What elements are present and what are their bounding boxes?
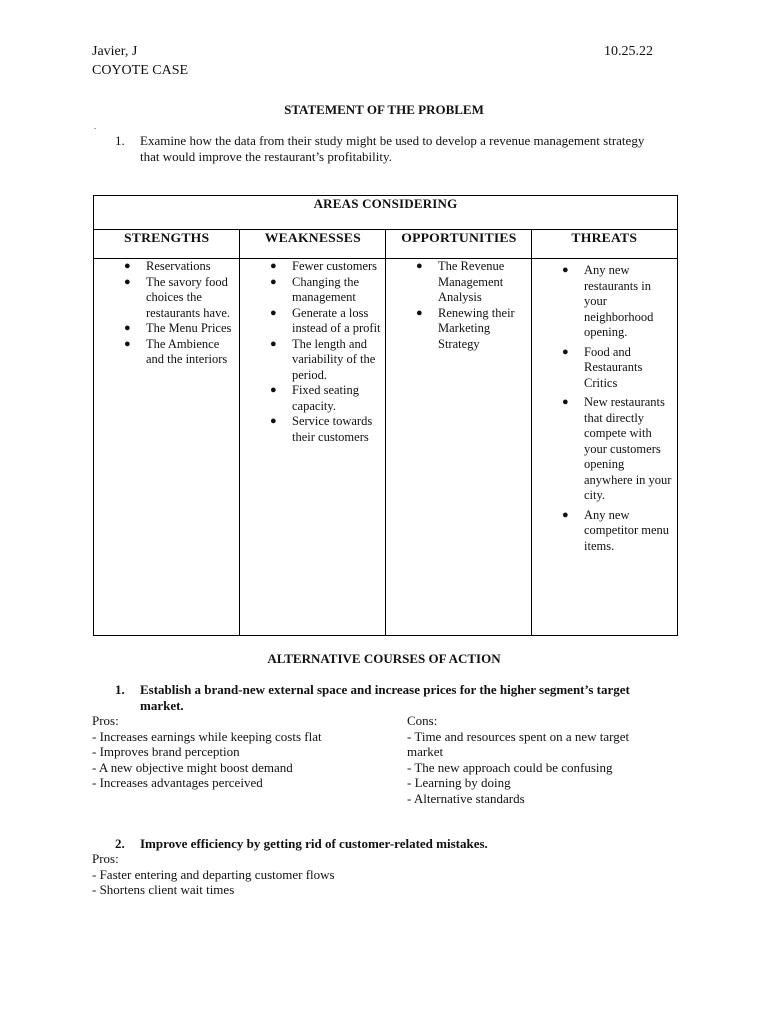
list-item: ● The savory food choices the restaurants have. (124, 274, 230, 320)
statement-item (115, 133, 655, 165)
stray-period-mark: . (94, 122, 96, 131)
alternative-1-cons (407, 713, 629, 806)
list-item: ● Generate a loss instead of a profit (270, 305, 381, 335)
list-line: - Faster entering and departing customer flows (92, 866, 335, 882)
list-item: ● Reservations (124, 259, 211, 273)
alternative-2-pros (92, 851, 335, 898)
strengths-cell (94, 259, 240, 636)
bullet-icon: ● (270, 275, 277, 288)
alternative-1-number: 1. (115, 682, 125, 697)
threats-header: THREATS (532, 230, 678, 259)
bullet-icon: ● (562, 345, 569, 358)
list-line: - Learning by doing (407, 775, 511, 790)
opportunities-cell (386, 259, 532, 636)
statement-text: Examine how the data from their study might be used to develop a revenue management strategy that would improve the restaurant’s profitability. (140, 133, 645, 164)
swot-table-title: AREAS CONSIDERING (94, 196, 678, 230)
list-item: ● Fewer customers (270, 259, 378, 273)
statement-number: 1. (115, 133, 125, 148)
pros-label: Pros: (92, 713, 119, 728)
bullet-icon: ● (270, 306, 277, 319)
bullet-icon: ● (416, 260, 423, 272)
weaknesses-cell (240, 259, 386, 636)
statement-title: STATEMENT OF THE PROBLEM (284, 102, 484, 117)
list-line: - Shortens client wait times (92, 882, 235, 897)
list-line: - Increases advantages perceived (92, 775, 263, 790)
bullet-icon: ● (124, 322, 131, 334)
alternative-1 (115, 682, 675, 714)
threats-cell (532, 259, 678, 636)
bullet-icon: ● (270, 384, 277, 396)
alternative-1-text: Establish a brand-new external space and increase prices for the higher segment’s target market. (140, 682, 630, 713)
pros-label: Pros: (92, 851, 119, 866)
list-item: ● Renewing their Marketing Strategy (416, 305, 515, 351)
alternatives-title: ALTERNATIVE COURSES OF ACTION (267, 651, 501, 666)
alternative-2 (115, 836, 675, 852)
list-item: ● Fixed seating capacity. (270, 383, 360, 413)
bullet-icon: ● (270, 415, 277, 427)
list-item: ● The Menu Prices (124, 321, 232, 335)
bullet-icon: ● (562, 396, 569, 408)
list-item: ● The Revenue Management Analysis (416, 259, 505, 304)
case-title: COYOTE CASE (92, 63, 189, 78)
list-item: ● Any new competitor menu items. (562, 507, 670, 553)
list-line: - Time and resources spent on a new target (407, 728, 630, 744)
list-item: ● The Ambience and the interiors (124, 336, 228, 366)
bullet-icon: ● (124, 260, 131, 272)
list-line: - Increases earnings while keeping costs flat (92, 728, 322, 744)
cons-label: Cons: (407, 713, 438, 728)
list-item: ● Food and Restaurants Critics (562, 344, 643, 390)
bullet-icon: ● (270, 337, 277, 350)
bullet-icon: ● (270, 260, 277, 272)
list-item: ● The length and variability of the period. (270, 336, 376, 382)
bullet-icon: ● (562, 508, 569, 521)
list-item: ● Changing the management (270, 274, 360, 304)
list-item: ● Service towards their customers (270, 414, 373, 444)
weaknesses-header: WEAKNESSES (240, 230, 386, 259)
alternative-2-number: 2. (115, 836, 125, 851)
bullet-icon: ● (124, 337, 131, 350)
author-name: Javier, J (92, 44, 138, 59)
list-line: - Improves brand perception (92, 744, 240, 759)
document-date: 10.25.22 (604, 44, 653, 59)
list-line: - The new approach could be confusing (407, 759, 613, 775)
strengths-header: STRENGTHS (94, 230, 240, 259)
list-item: ● New restaurants that directly compete with your customers opening anywhere in your city. (562, 395, 672, 502)
list-line: - Alternative standards (407, 790, 525, 806)
list-line: market (407, 744, 444, 759)
bullet-icon: ● (124, 275, 131, 288)
opportunities-header: OPPORTUNITIES (386, 230, 532, 259)
bullet-icon: ● (416, 306, 423, 319)
swot-table (93, 195, 678, 636)
list-item: ● Any new restaurants in your neighborhood opening. (562, 263, 654, 339)
list-line: - A new objective might boost demand (92, 759, 293, 775)
alternative-2-text: Improve efficiency by getting rid of customer-related mistakes. (140, 836, 488, 851)
alternative-1-pros (92, 713, 322, 791)
bullet-icon: ● (562, 264, 569, 276)
